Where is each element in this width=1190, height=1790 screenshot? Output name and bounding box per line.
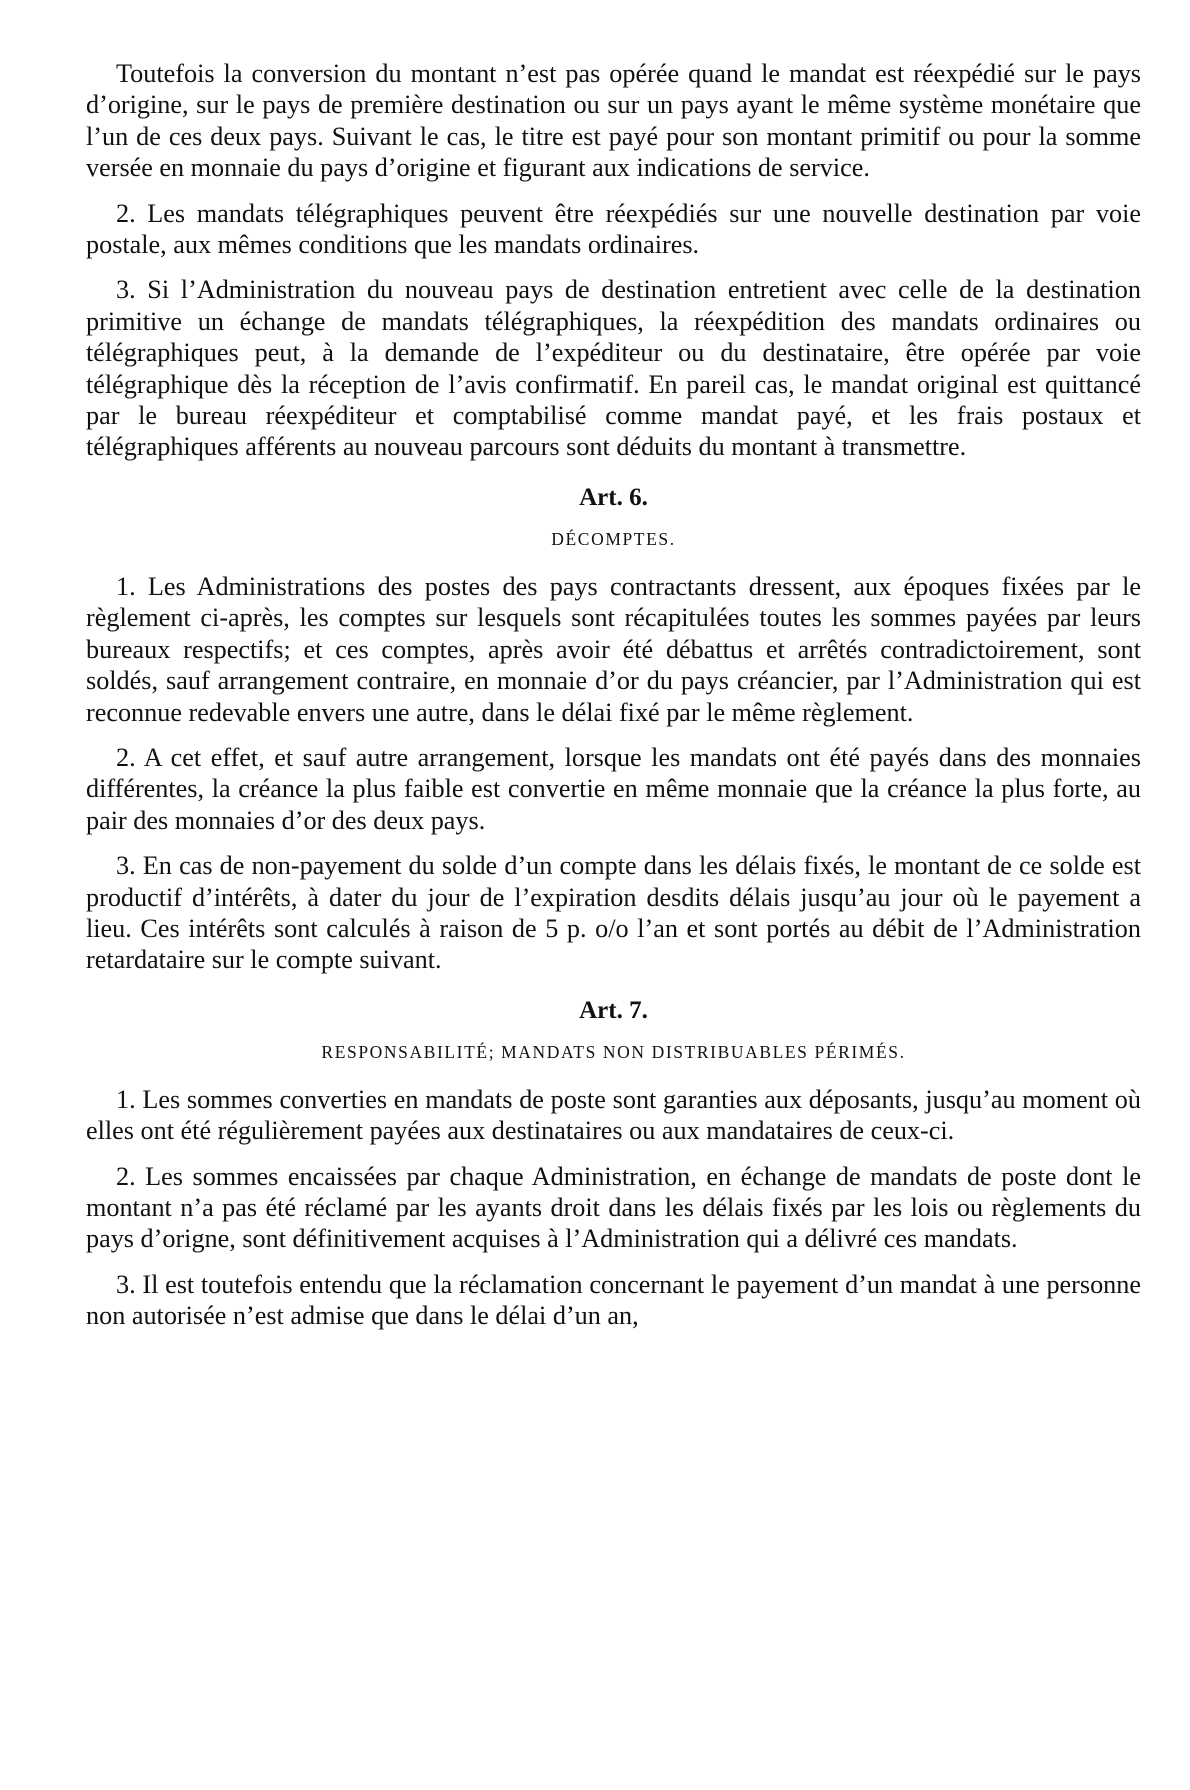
- article-7-paragraph-2: 2. Les sommes encaissées par chaque Administration, en échange de mandats de poste dont le montant n’a pas été réclamé par les ayants droit dans les délais fixés par les lois ou règlements du pays d’origne, sont définitivement acquises à l’Administration qui a délivré ces mandats.: [86, 1161, 1141, 1254]
- article-7-subheading: RESPONSABILITÉ; MANDATS NON DISTRIBUABLES PÉRIMÉS.: [321, 1041, 906, 1062]
- article-6-paragraph-1: 1. Les Administrations des postes des pays contractants dressent, aux époques fixées par le règlement ci-après, les comptes sur lesquels sont récapitulées toutes les sommes payées par leurs bureaux respectifs; et ces comptes, après avoir été débattus et arrêtés contradictoirement, sont soldés, sauf arrangement contraire, en monnaie d’or du pays créancier, par l’Administration qui est reconnue redevable envers une autre, dans le délai fixé par le même règlement.: [86, 571, 1141, 727]
- article-7-heading: Art. 7.: [579, 996, 648, 1024]
- paragraph-conversion: Toutefois la conversion du montant n’est pas opérée quand le mandat est réexpédié sur le pays d’origine, sur le pays de première destination ou sur un pays ayant le même système monétaire que l’un de ces deux pays. Suivant le cas, le titre est payé pour son montant primitif ou pour la somme versée en monnaie du pays d’origine et figurant aux indications de service.: [86, 59, 1141, 183]
- article-6-paragraph-3: 3. En cas de non-payement du solde d’un compte dans les délais fixés, le montant de ce solde est productif d’intérêts, à dater du jour de l’expiration desdits délais jusqu’au jour où le payement a lieu. Ces intérêts sont calculés à raison de 5 p. o/o l’an et sont portés au débit de l’Administration retardataire sur le compte suivant.: [86, 851, 1141, 975]
- article-6-heading: Art. 6.: [579, 483, 648, 511]
- article-6-paragraph-2: 2. A cet effet, et sauf autre arrangement, lorsque les mandats ont été payés dans des monnaies différentes, la créance la plus faible est convertie en même monnaie que la créance la plus forte, au pair des monnaies d’or des deux pays.: [86, 742, 1141, 835]
- article-6-subheading: DÉCOMPTES.: [551, 528, 676, 549]
- article-7-paragraph-3: 3. Il est toutefois entendu que la réclamation concernant le payement d’un mandat à une personne non autorisée n’est admise que dans le délai d’un an,: [86, 1269, 1141, 1331]
- document-page: [86, 58, 1141, 1332]
- paragraph-telegraphic-reexpedition: 2. Les mandats télégraphiques peuvent être réexpédiés sur une nouvelle destination par voie postale, aux mêmes conditions que les mandats ordinaires.: [86, 198, 1141, 260]
- article-7-paragraph-1: 1. Les sommes converties en mandats de poste sont garanties aux déposants, jusqu’au moment où elles ont été régulièrement payées aux destinataires ou aux mandataires de ceux-ci.: [86, 1084, 1141, 1146]
- paragraph-telegraphic-exchange: 3. Si l’Administration du nouveau pays de destination entretient avec celle de la destination primitive un échange de mandats télégraphiques, la réexpédition des mandats ordinaires ou télégraphiques peut, à la demande de l’expéditeur ou du destinataire, être opérée par voie télégraphique dès la réception de l’avis confirmatif. En pareil cas, le mandat original est quittancé par le bureau réexpéditeur et comptabilisé comme mandat payé, et les frais postaux et télégraphiques afférents au nouveau parcours sont déduits du montant à transmettre.: [86, 275, 1141, 462]
